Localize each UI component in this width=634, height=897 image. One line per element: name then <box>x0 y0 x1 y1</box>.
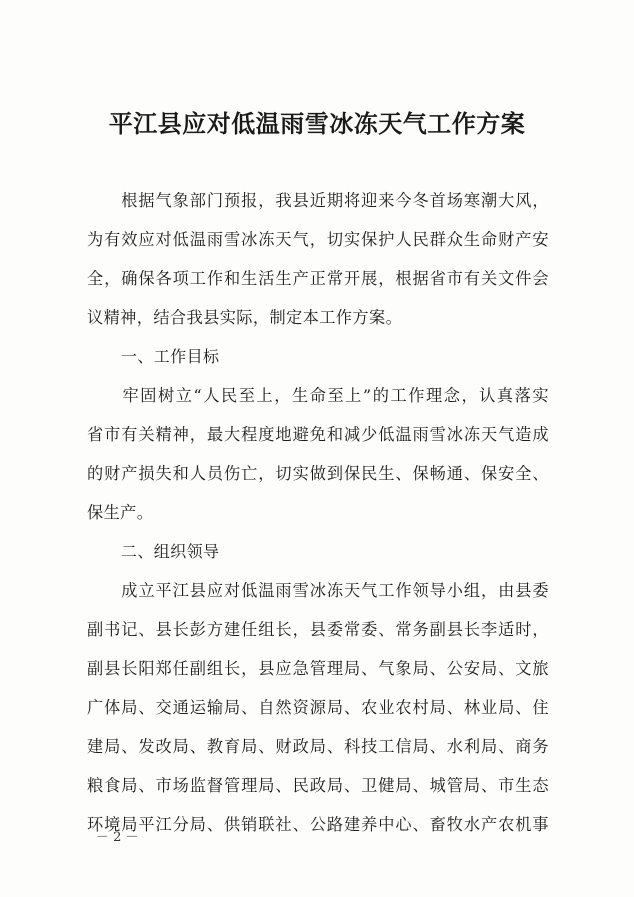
document-body <box>87 181 549 844</box>
text-line: 省市有关精神，最大程度地避免和减少低温雨雪冰冻天气造成 <box>87 425 549 444</box>
section-heading-goals: 一、工作目标 <box>121 347 220 366</box>
text-line: 粮食局、市场监督管理局、民政局、卫健局、城管局、市生态 <box>87 776 549 795</box>
text-line: 环境局平江分局、供销联社、公路建养中心、畜牧水产农机事 <box>87 815 549 834</box>
text-line: 副县长阳郑任副组长，县应急管理局、气象局、公安局、文旅 <box>87 659 549 678</box>
page-number: － 2 － <box>96 830 139 845</box>
text-line: 全，确保各项工作和生活生产正常开展，根据省市有关文件会 <box>87 269 549 288</box>
text-line: 建局、发改局、教育局、财政局、科技工信局、水利局、商务 <box>87 737 549 756</box>
organization-paragraph <box>87 571 549 844</box>
text-line: 议精神，结合我县实际，制定本工作方案。 <box>87 308 403 327</box>
intro-paragraph <box>87 181 549 337</box>
section-heading-organization: 二、组织领导 <box>121 542 220 561</box>
goals-paragraph <box>87 376 549 532</box>
text-line: 的财产损失和人员伤亡，切实做到保民生、保畅通、保安全、 <box>87 464 549 483</box>
text-line: 成立平江县应对低温雨雪冰冻天气工作领导小组，由县委 <box>87 581 549 600</box>
document-title: 平江县应对低温雨雪冰冻天气工作方案 <box>108 109 526 138</box>
text-line: 根据气象部门预报，我县近期将迎来今冬首场寒潮大风， <box>87 191 549 210</box>
text-line: 牢固树立“人民至上，生命至上”的工作理念，认真落实 <box>87 386 549 405</box>
text-line: 为有效应对低温雨雪冰冻天气，切实保护人民群众生命财产安 <box>87 230 549 249</box>
text-line: 副书记、县长彭方建任组长，县委常委、常务副县长李适时， <box>87 620 549 639</box>
text-line: 保生产。 <box>87 503 154 522</box>
text-line: 广体局、交通运输局、自然资源局、农业农村局、林业局、住 <box>87 698 549 717</box>
